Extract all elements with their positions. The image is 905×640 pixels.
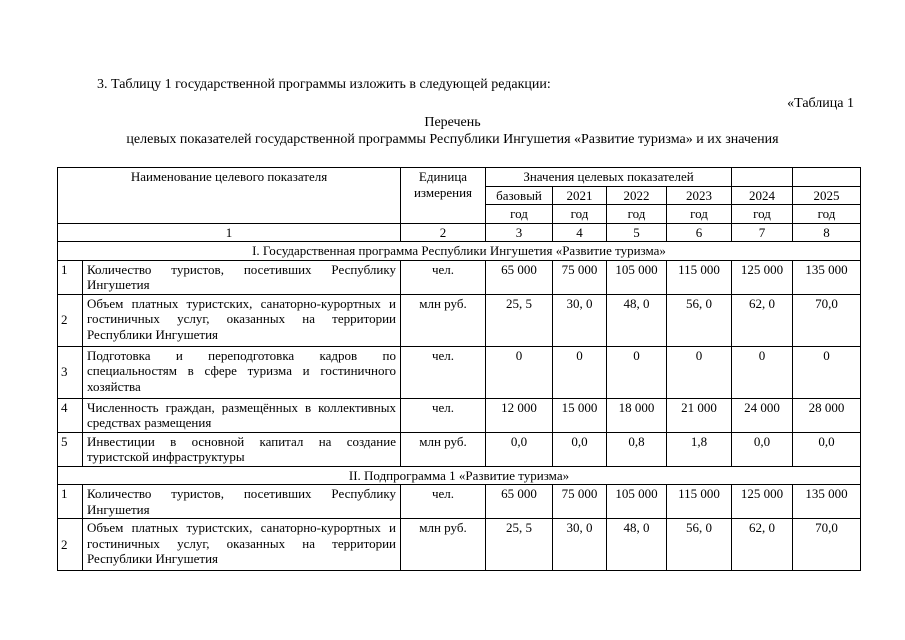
indicator-name: Подготовка и переподготовка кадров по специальностям в сфере туризма и гостиничного хозяйства (83, 346, 401, 398)
row-number: 4 (58, 398, 83, 432)
section-row (58, 466, 861, 485)
column-number: 5 (607, 223, 667, 242)
table-row (58, 485, 861, 519)
indicator-value: 105 000 (607, 260, 667, 294)
header-unit-line1: Единица (418, 169, 468, 184)
indicator-value: 28 000 (793, 398, 861, 432)
table-row (58, 432, 861, 466)
indicator-value: 0,0 (793, 432, 861, 466)
indicator-unit: млн руб. (401, 432, 486, 466)
header-year-line2: год (667, 205, 732, 224)
indicator-value: 0,0 (486, 432, 553, 466)
indicator-value: 0 (732, 346, 793, 398)
indicator-value: 125 000 (732, 260, 793, 294)
column-number: 6 (667, 223, 732, 242)
table-subheading: целевых показателей государственной программы Республики Ингушетия «Развитие туризма» и их значения (126, 132, 779, 147)
indicator-value: 48, 0 (607, 519, 667, 571)
header-year-line1: 2025 (793, 186, 861, 205)
indicator-value: 18 000 (607, 398, 667, 432)
header-year-line1: 2023 (667, 186, 732, 205)
indicator-value: 30, 0 (553, 519, 607, 571)
table-row (58, 260, 861, 294)
indicator-name: Численность граждан, размещённых в коллективных средствах размещения (83, 398, 401, 432)
table-heading: Перечень (424, 115, 481, 130)
indicator-value: 0 (607, 346, 667, 398)
row-number: 3 (58, 346, 83, 398)
header-unit (401, 168, 486, 224)
header-indicator-name: Наименование целевого показателя (58, 168, 401, 224)
header-row-1 (58, 168, 861, 187)
column-number: 4 (553, 223, 607, 242)
indicator-value: 62, 0 (732, 519, 793, 571)
header-year-line2: год (486, 205, 553, 224)
indicator-unit: чел. (401, 398, 486, 432)
indicator-value: 0,8 (607, 432, 667, 466)
column-number: 7 (732, 223, 793, 242)
header-empty-cell (732, 168, 793, 187)
header-year-line2: год (793, 205, 861, 224)
indicator-value: 65 000 (486, 485, 553, 519)
indicator-value: 21 000 (667, 398, 732, 432)
indicator-value: 25, 5 (486, 294, 553, 346)
indicator-value: 0 (553, 346, 607, 398)
table-label: «Таблица 1 (787, 96, 854, 111)
header-year-line2: год (607, 205, 667, 224)
indicator-value: 75 000 (553, 485, 607, 519)
indicator-value: 1,8 (667, 432, 732, 466)
section-row (58, 242, 861, 261)
indicator-value: 56, 0 (667, 519, 732, 571)
indicator-value: 135 000 (793, 485, 861, 519)
header-unit-line2: измерения (413, 184, 473, 200)
row-number: 5 (58, 432, 83, 466)
row-number: 1 (58, 485, 83, 519)
indicator-value: 75 000 (553, 260, 607, 294)
indicator-value: 30, 0 (553, 294, 607, 346)
indicator-unit: чел. (401, 485, 486, 519)
header-year-line2: год (553, 205, 607, 224)
header-year-line2: год (732, 205, 793, 224)
indicator-name: Объем платных туристских, санаторно-курортных и гостиничных услуг, оказанных на территории Республики Ингушетия (83, 519, 401, 571)
column-number: 3 (486, 223, 553, 242)
indicator-value: 25, 5 (486, 519, 553, 571)
indicator-value: 0,0 (553, 432, 607, 466)
indicator-value: 70,0 (793, 519, 861, 571)
indicator-value: 115 000 (667, 485, 732, 519)
header-year-line1: 2022 (607, 186, 667, 205)
indicator-value: 15 000 (553, 398, 607, 432)
table-row (58, 294, 861, 346)
indicator-value: 48, 0 (607, 294, 667, 346)
header-year-line1: 2021 (553, 186, 607, 205)
indicator-value: 0 (486, 346, 553, 398)
table-row (58, 519, 861, 571)
indicator-value: 0 (793, 346, 861, 398)
row-number: 1 (58, 260, 83, 294)
indicator-value: 125 000 (732, 485, 793, 519)
indicator-name: Инвестиции в основной капитал на создание туристской инфраструктуры (83, 432, 401, 466)
indicator-unit: млн руб. (401, 519, 486, 571)
indicators-table (57, 167, 861, 571)
indicator-value: 62, 0 (732, 294, 793, 346)
indicator-name: Количество туристов, посетивших Республику Ингушетия (83, 485, 401, 519)
indicator-unit: чел. (401, 346, 486, 398)
row-number: 2 (58, 294, 83, 346)
table-row (58, 398, 861, 432)
indicator-name: Объем платных туристских, санаторно-курортных и гостиничных услуг, оказанных на территории Республики Ингушетия (83, 294, 401, 346)
indicator-name: Количество туристов, посетивших Республику Ингушетия (83, 260, 401, 294)
header-values-group: Значения целевых показателей (486, 168, 732, 187)
indicator-value: 56, 0 (667, 294, 732, 346)
indicator-unit: млн руб. (401, 294, 486, 346)
section-title: II. Подпрограмма 1 «Развитие туризма» (58, 466, 861, 485)
header-year-line1: 2024 (732, 186, 793, 205)
header-empty-cell (793, 168, 861, 187)
indicator-value: 115 000 (667, 260, 732, 294)
indicator-value: 0,0 (732, 432, 793, 466)
column-number: 8 (793, 223, 861, 242)
header-year-line1: базовый (486, 186, 553, 205)
indicator-value: 135 000 (793, 260, 861, 294)
section-title: I. Государственная программа Республики Ингушетия «Развитие туризма» (58, 242, 861, 261)
indicator-unit: чел. (401, 260, 486, 294)
intro-paragraph: 3. Таблицу 1 государственной программы изложить в следующей редакции: (97, 77, 551, 92)
indicator-value: 65 000 (486, 260, 553, 294)
column-number-row (58, 223, 861, 242)
indicator-value: 12 000 (486, 398, 553, 432)
indicator-value: 0 (667, 346, 732, 398)
column-number: 2 (401, 223, 486, 242)
indicator-value: 105 000 (607, 485, 667, 519)
table-row (58, 346, 861, 398)
row-number: 2 (58, 519, 83, 571)
column-number: 1 (58, 223, 401, 242)
indicator-value: 70,0 (793, 294, 861, 346)
indicator-value: 24 000 (732, 398, 793, 432)
